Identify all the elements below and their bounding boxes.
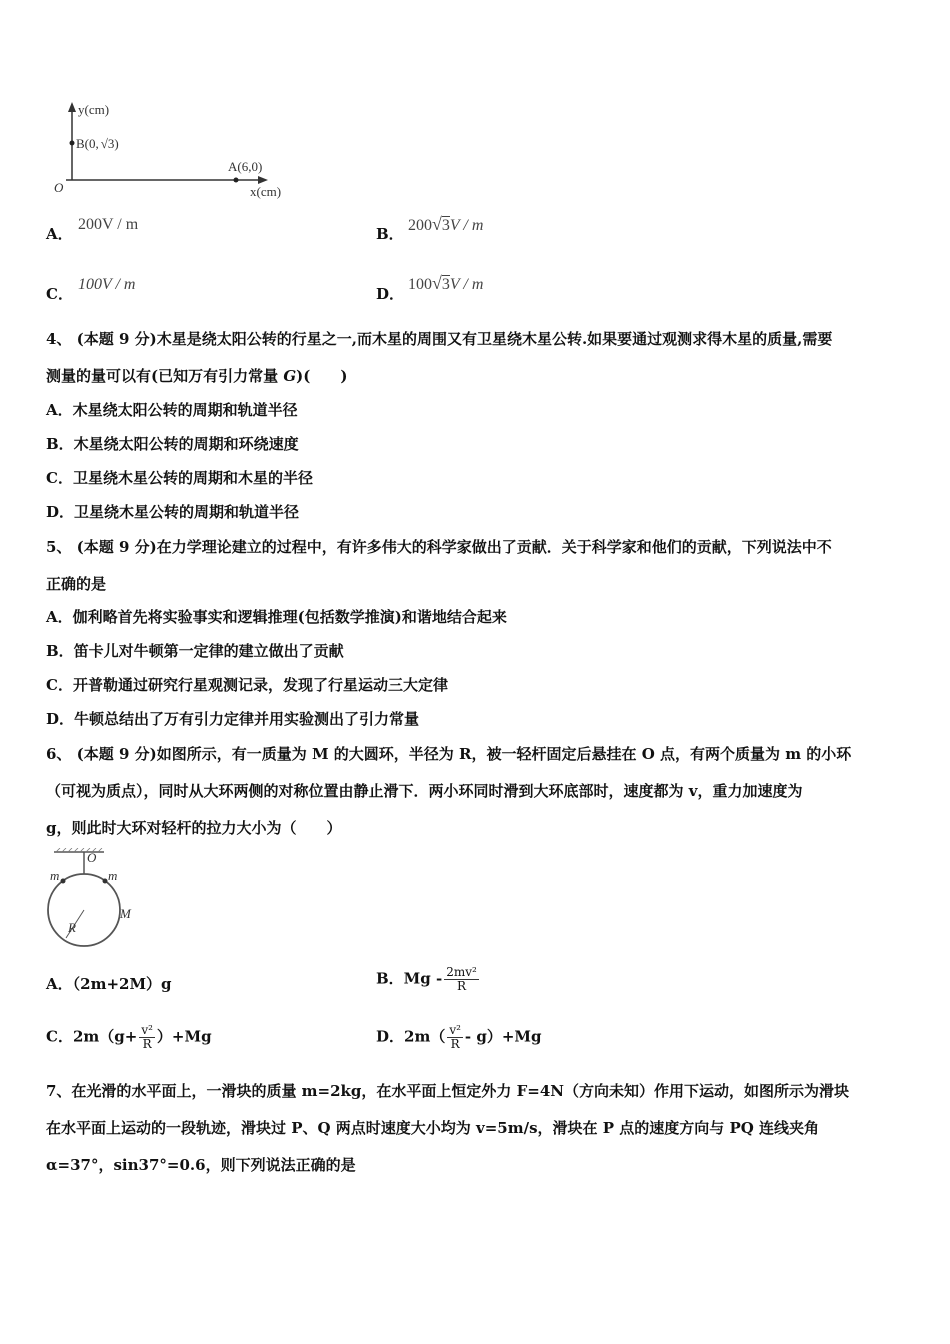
q6-option-d: D．2m（ $\frac{\text{v²}}{R}$ - g）+Mg — [376, 1023, 542, 1051]
x-axis-arrow-icon — [258, 176, 268, 184]
point-b-root: 3 — [107, 136, 115, 151]
x-axis-label: x(cm) — [250, 184, 282, 199]
ring-label-m-right: m — [108, 868, 118, 883]
ring-figure — [40, 848, 140, 952]
q3-option-d-value: 100√3V / m — [408, 273, 484, 293]
q3-option-a-letter: A． — [46, 225, 73, 243]
q5-stem-line2: 正确的是 — [46, 575, 107, 593]
small-ring-left — [61, 879, 66, 884]
y-axis-label: y(cm) — [78, 102, 110, 117]
q6-option-a: A．（2m+2M）g — [46, 975, 172, 993]
q6-stem-line2: （可视为质点），同时从大环两侧的对称位置由静止滑下．两小环同时滑到大环底部时，速度都为 v，重力加速度为 — [46, 782, 803, 800]
q6-stem-line1: 6、 (本题 9 分)如图所示，有一质量为 M 的大圆环，半径为 R，被一轻杆固定后悬挂在 O 点，有两个质量为 m 的小环 — [46, 745, 852, 763]
q4-option-a: A．木星绕太阳公转的周期和轨道半径 — [46, 401, 298, 419]
q4-stem-line2: 测量的量可以有(已知万有引力常量 G)( ) — [46, 367, 348, 385]
q4-option-b: B．木星绕太阳公转的周期和环绕速度 — [46, 435, 299, 453]
ring-label-o: O — [87, 850, 97, 865]
q6-stem-line3: g，则此时大环对轻杆的拉力大小为（ ） — [46, 819, 342, 837]
q3-option-b-letter: B． — [376, 225, 404, 243]
q3-option-a-value: 200V / m — [78, 216, 139, 233]
point-b — [70, 141, 75, 146]
q5-option-c: C．开普勒通过研究行星观测记录，发现了行星运动三大定律 — [46, 676, 448, 694]
q3-option-d-letter: D． — [376, 285, 405, 303]
q3-option-c-value: 100V / m — [78, 276, 136, 293]
q6-option-b: B．Mg - $\frac{\text{2mv²}}{R}$ — [376, 965, 477, 993]
q6-option-c: C．2m（g+ $\frac{\text{v²}}{R}$ ）+Mg — [46, 1023, 212, 1051]
point-b-label: B(0, — [76, 136, 99, 151]
origin-label: O — [54, 180, 64, 195]
q5-option-b: B．笛卡儿对牛顿第一定律的建立做出了贡献 — [46, 642, 344, 660]
small-ring-right — [103, 879, 108, 884]
point-b-close: ) — [114, 136, 119, 151]
point-a-label: A(6,0) — [228, 159, 263, 174]
q5-stem-line1: 5、 (本题 9 分)在力学理论建立的过程中，有许多伟大的科学家做出了贡献．关于科学家和他们的贡献，下列说法中不 — [46, 538, 832, 556]
q5-option-a: A．伽利略首先将实验事实和逻辑推理(包括数学推演)和谐地结合起来 — [46, 608, 507, 626]
point-a — [234, 178, 239, 183]
q3-option-b-value: 200√3V / m — [408, 214, 484, 234]
q7-stem-line1: 7、在光滑的水平面上，一滑块的质量 m=2kg，在水平面上恒定外力 F=4N（方向未知）作用下运动，如图所示为滑块 — [46, 1082, 850, 1100]
q4-option-d: D．卫星绕木星公转的周期和轨道半径 — [46, 503, 300, 521]
q7-stem-line2: 在水平面上运动的一段轨迹，滑块过 P、Q 两点时速度大小均为 v=5m/s，滑块在 P 点的速度方向与 PQ 连线夹角 — [46, 1119, 820, 1137]
q7-stem-line3: α=37°，sin37°=0.6，则下列说法正确的是 — [46, 1156, 356, 1174]
ring-label-big-m: M — [120, 906, 131, 921]
ring-label-m-left: m — [50, 868, 60, 883]
q3-option-c-letter: C． — [46, 285, 73, 303]
coordinate-figure — [46, 96, 306, 204]
ring-label-r: R — [68, 920, 76, 935]
q5-option-d: D．牛顿总结出了万有引力定律并用实验测出了引力常量 — [46, 710, 420, 728]
q4-option-c: C．卫星绕木星公转的周期和木星的半径 — [46, 469, 313, 487]
q4-stem-line1: 4、 (本题 9 分)木星是绕太阳公转的行星之一,而木星的周围又有卫星绕木星公转.如果要通过观测求得木星的质量,需要 — [46, 330, 833, 348]
y-axis-arrow-icon — [68, 102, 76, 112]
svg-text:B(0,√3): B(0, √3) — [76, 136, 119, 151]
